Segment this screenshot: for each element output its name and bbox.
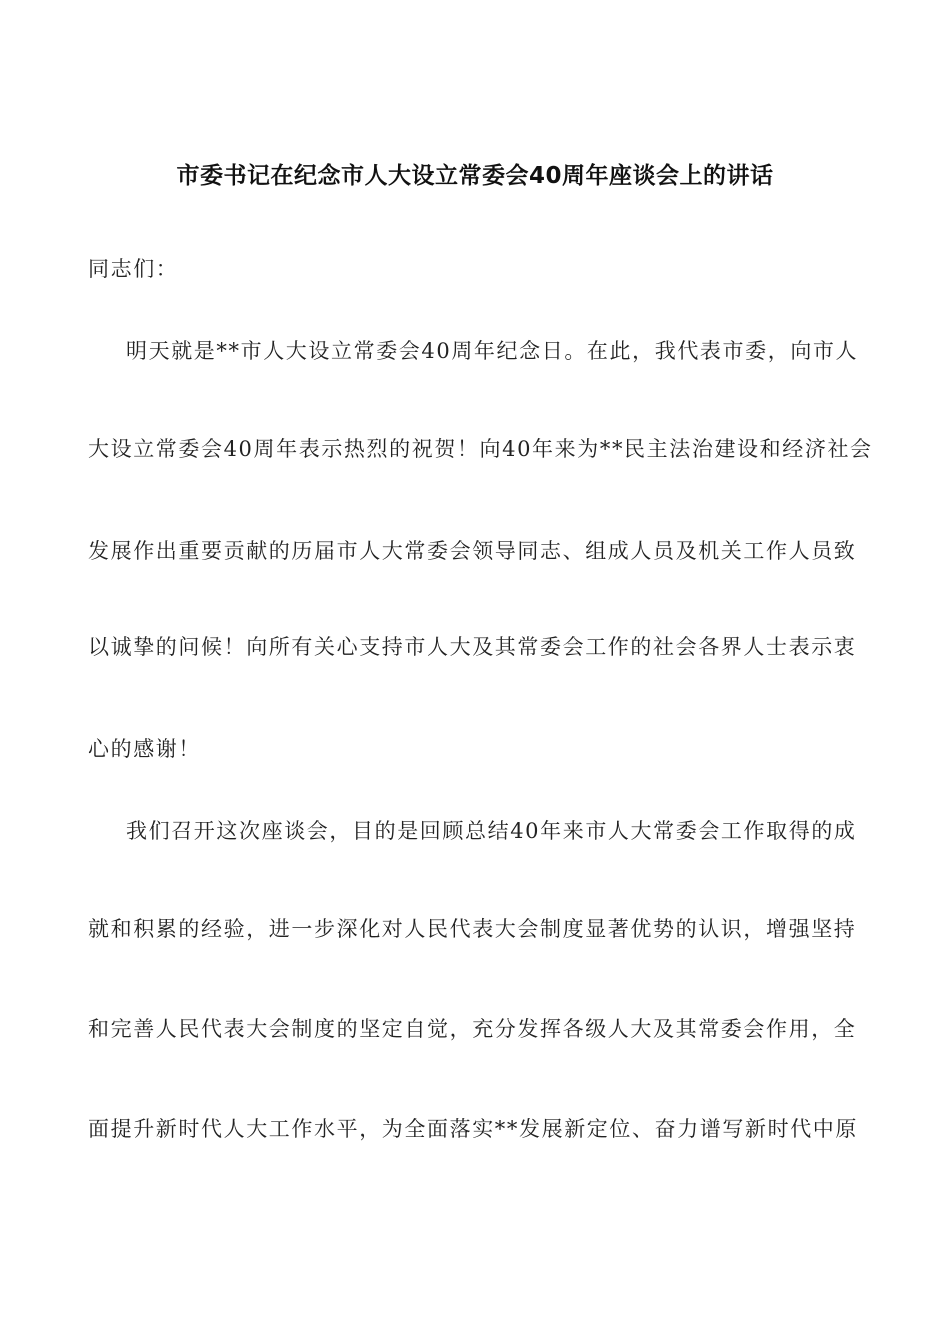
paragraph-line: 发展作出重要贡献的历届市人大常委会领导同志、组成人员及机关工作人员致	[88, 539, 857, 563]
paragraph-line: 和完善人民代表大会制度的坚定自觉，充分发挥各级人大及其常委会作用，全	[88, 1017, 857, 1041]
salutation: 同志们：	[88, 257, 179, 281]
paragraph-line: 大设立常委会40周年表示热烈的祝贺！向40年来为**民主法治建设和经济社会	[88, 437, 873, 461]
paragraph-line: 明天就是**市人大设立常委会40周年纪念日。在此，我代表市委，向市人	[126, 339, 859, 363]
paragraph-line: 心的感谢！	[88, 737, 201, 761]
paragraph-line: 以诚挚的问候！向所有关心支持市人大及其常委会工作的社会各界人士表示衷	[88, 635, 857, 659]
paragraph-line: 就和积累的经验，进一步深化对人民代表大会制度显著优势的认识，增强坚持	[88, 917, 857, 941]
paragraph-line: 面提升新时代人大工作水平，为全面落实**发展新定位、奋力谱写新时代中原	[88, 1117, 858, 1141]
paragraph-line: 我们召开这次座谈会，目的是回顾总结40年来市人大常委会工作取得的成	[126, 819, 857, 843]
document-title: 市委书记在纪念市人大设立常委会40周年座谈会上的讲话	[176, 163, 774, 189]
